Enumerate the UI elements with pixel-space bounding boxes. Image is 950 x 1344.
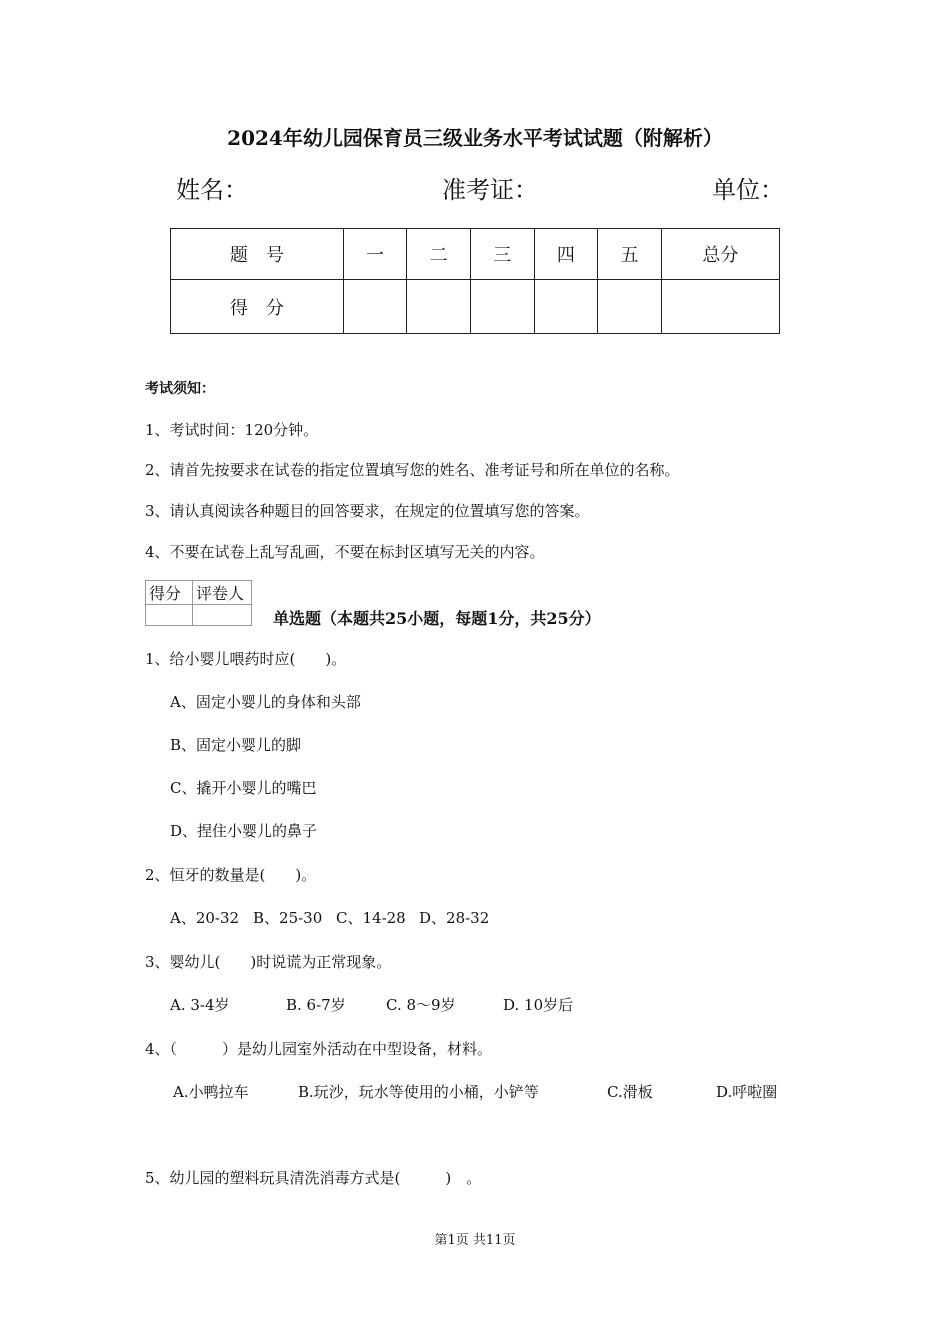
notice-item: 3、请认真阅读各种题目的回答要求，在规定的位置填写您的答案。 — [145, 502, 590, 520]
grader-name-cell — [193, 605, 252, 626]
question-3-option-c: C. 8～9岁 — [386, 996, 456, 1014]
name-field-label: 姓名： — [176, 176, 248, 204]
question-3-option-b: B. 6-7岁 — [286, 996, 346, 1014]
score-header-cell: 三 — [470, 229, 534, 280]
score-table-header-row — [171, 229, 780, 280]
question-1-option-d: D、捏住小婴儿的鼻子 — [170, 822, 318, 840]
grader-score-label: 得分 — [146, 581, 193, 605]
notice-item: 1、考试时间：120分钟。 — [145, 421, 319, 439]
exam-id-field-label: 准考证： — [442, 176, 538, 204]
score-header-cell: 二 — [407, 229, 471, 280]
score-cell — [598, 280, 662, 334]
question-1-option-a: A、固定小婴儿的身体和头部 — [170, 693, 361, 711]
question-2-option-c: C、14-28 — [336, 909, 406, 927]
score-header-cell: 五 — [598, 229, 662, 280]
question-5: 5、幼儿园的塑料玩具清洗消毒方式是( ) 。 — [145, 1169, 482, 1187]
question-1-option-b: B、固定小婴儿的脚 — [170, 736, 302, 754]
score-cell — [343, 280, 407, 334]
score-header-cell: 一 — [343, 229, 407, 280]
page-footer: 第1页 共11页 — [434, 1233, 516, 1248]
question-1-option-c: C、撬开小婴儿的嘴巴 — [170, 779, 317, 797]
grader-name-label: 评卷人 — [193, 581, 252, 605]
question-2-option-a: A、20-32 — [170, 909, 240, 927]
question-2-option-d: D、28-32 — [419, 909, 490, 927]
question-2: 2、恒牙的数量是( )。 — [145, 866, 317, 884]
score-table — [170, 228, 780, 334]
notice-item: 4、不要在试卷上乱写乱画，不要在标封区填写无关的内容。 — [145, 543, 545, 561]
question-4-option-b: B.玩沙，玩水等使用的小桶，小铲等 — [298, 1083, 539, 1101]
score-header-cell: 题 号 — [171, 229, 344, 280]
score-header-cell: 总分 — [661, 229, 779, 280]
question-4: 4、（ ）是幼儿园室外活动在中型设备，材料。 — [145, 1040, 493, 1058]
score-table-score-row — [171, 280, 780, 334]
question-2-option-b: B、25-30 — [253, 909, 323, 927]
question-3-option-a: A. 3-4岁 — [170, 996, 230, 1014]
question-4-option-c: C.滑板 — [607, 1083, 653, 1101]
score-row-label: 得 分 — [171, 280, 344, 334]
notice-item: 2、请首先按要求在试卷的指定位置填写您的姓名、准考证号和所在单位的名称。 — [145, 461, 680, 479]
grader-score-cell — [146, 605, 193, 626]
score-header-cell: 四 — [534, 229, 598, 280]
score-cell — [661, 280, 779, 334]
unit-field-label: 单位： — [712, 176, 784, 204]
question-3: 3、婴幼儿( )时说谎为正常现象。 — [145, 953, 392, 971]
score-cell — [534, 280, 598, 334]
score-cell — [470, 280, 534, 334]
score-cell — [407, 280, 471, 334]
section-title: 单选题（本题共25小题，每题1分，共25分） — [273, 609, 601, 628]
question-1: 1、给小婴儿喂药时应( )。 — [145, 650, 347, 668]
document-title: 2024年幼儿园保育员三级业务水平考试试题（附解析） — [227, 126, 723, 150]
question-4-option-a: A.小鸭拉车 — [173, 1083, 249, 1101]
grader-box — [145, 580, 252, 626]
question-3-option-d: D. 10岁后 — [503, 996, 574, 1014]
question-4-option-d: D.呼啦圈 — [716, 1083, 778, 1101]
notice-heading: 考试须知： — [145, 381, 215, 397]
